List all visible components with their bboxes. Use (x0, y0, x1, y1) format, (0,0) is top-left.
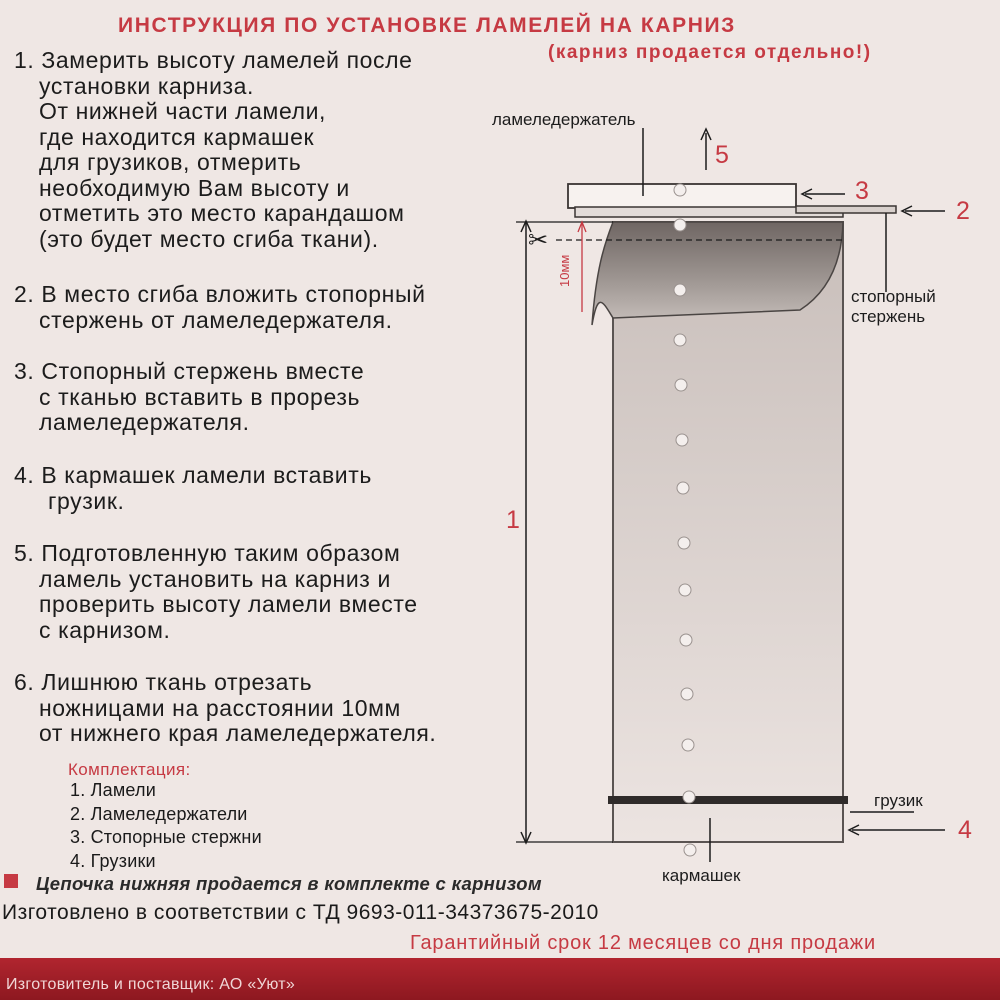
step-line: с тканью вставить в прорезь (39, 383, 361, 410)
callout-5: 5 (715, 141, 729, 169)
kit-item: 3. Стопорные стержни (70, 827, 262, 847)
step-line: грузик. (48, 487, 125, 514)
kit-title: Комплектация: (68, 760, 191, 779)
step-line: для грузиков, отмерить (39, 149, 302, 175)
step-line: ножницами на расстоянии 10мм (39, 694, 401, 721)
step-line: ламеледержателя. (39, 409, 250, 435)
manufacturer-text: Изготовитель и поставщик: АО «Уют» (6, 976, 296, 993)
step-line: установки карниза. (39, 72, 255, 99)
callout-1: 1 (506, 506, 520, 534)
callout-2: 2 (956, 197, 970, 225)
step-line: отметить это место карандашом (39, 200, 405, 226)
step-line: стержень от ламеледержателя. (39, 306, 393, 333)
weight-bar (608, 796, 848, 804)
kit-item: 4. Грузики (70, 850, 156, 871)
step-line: От нижней части ламели, (39, 98, 327, 124)
step-line: где находится кармашек (39, 123, 315, 150)
kit-item: 2. Ламеледержатели (70, 803, 248, 824)
bullet-square (4, 874, 18, 888)
step-line: 5. Подготовленную таким образом (14, 540, 401, 566)
warranty-text: Гарантийный срок 12 месяцев со дня продажи (410, 932, 876, 954)
step-line: 3. Стопорный стержень вместе (14, 358, 365, 384)
label-slat-holder: ламеледержатель (492, 110, 636, 129)
step-line: 2. В место сгиба вложить стопорный (14, 281, 426, 307)
label-weight: грузик (874, 791, 923, 810)
step-line: ламель установить на карниз и (39, 565, 391, 592)
step-line: с карнизом. (39, 616, 171, 643)
page-title: ИНСТРУКЦИЯ ПО УСТАНОВКЕ ЛАМЕЛЕЙ НА КАРНИЗ (118, 14, 736, 37)
scissors-icon: ✂ (528, 227, 549, 254)
chain-note: Цепочка нижняя продается в комплекте с карнизом (36, 873, 542, 894)
label-stopper-rod-line: стопорный (851, 287, 936, 306)
step-line: от нижнего края ламеледержателя. (39, 720, 437, 746)
callout-4: 4 (958, 816, 972, 844)
step-line: (это будет место сгиба ткани). (39, 225, 379, 252)
standard-text: Изготовлено в соответствии с ТД 9693-011-34373675-2010 (2, 901, 599, 924)
label-pocket: кармашек (662, 866, 741, 885)
step-line: 6. Лишнюю ткань отрезать (14, 669, 313, 695)
page-subtitle: (карниз продается отдельно!) (548, 42, 872, 63)
callout-3: 3 (855, 177, 869, 205)
step-line: проверить высоту ламели вместе (39, 591, 418, 617)
stopper-rod (796, 206, 896, 213)
step-line: 1. Замерить высоту ламелей после (14, 47, 413, 73)
label-stopper-rod-line: стержень (851, 307, 926, 326)
kit-item: 1. Ламели (70, 780, 156, 800)
label-stopper-rod (851, 287, 936, 327)
label-10mm: 10мм (557, 254, 572, 287)
step-line: 4. В кармашек ламели вставить (14, 462, 372, 488)
step-line: необходимую Вам высоту и (39, 174, 350, 201)
